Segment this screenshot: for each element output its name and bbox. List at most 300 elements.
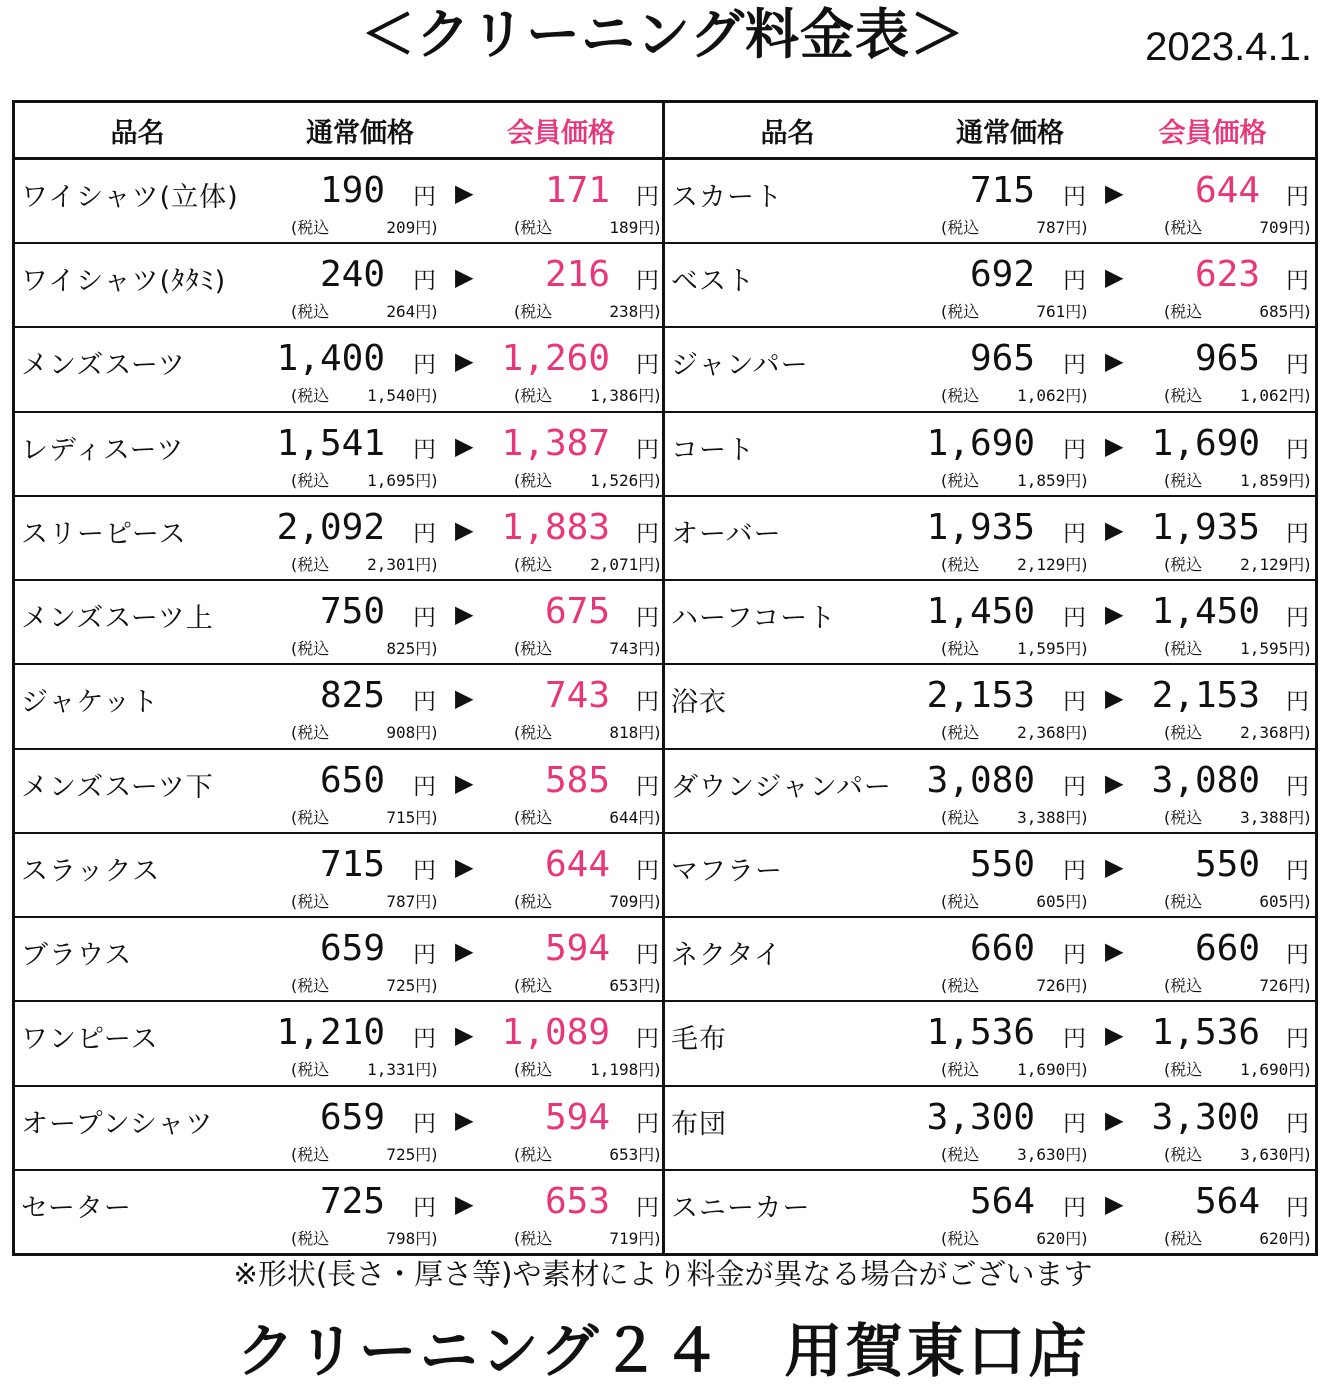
member-price-with-tax (1164, 386, 1311, 406)
tax-prefix: (税込 (291, 891, 330, 911)
tax-value: 798 (386, 1228, 416, 1248)
regular-price: 1,536 (926, 1012, 1035, 1054)
table-row (15, 665, 662, 749)
arrow-icon: ▶ (1105, 179, 1124, 207)
regular-price-with-tax (941, 386, 1088, 406)
tax-prefix: (税込 (1164, 218, 1203, 237)
price-table-right (665, 103, 1315, 1253)
yen-label: 円 (1063, 1110, 1086, 1137)
tax-prefix: (税込 (514, 639, 553, 659)
arrow-icon: ▶ (455, 600, 474, 629)
item-name: メンズスーツ (21, 350, 186, 382)
member-price-with-tax (514, 1229, 661, 1249)
table-row (15, 497, 662, 581)
regular-price-with-tax (941, 1060, 1088, 1080)
regular-price: 725 (319, 1180, 385, 1222)
member-price-with-tax (514, 639, 661, 659)
tax-suffix: 円) (415, 891, 438, 911)
yen-label: 円 (413, 436, 436, 463)
yen-label: 円 (413, 942, 436, 969)
member-price-with-tax (1164, 723, 1311, 743)
arrow-icon: ▶ (1105, 431, 1124, 460)
yen-label: 円 (1063, 352, 1086, 379)
tax-prefix: (税込 (941, 891, 980, 911)
member-price: 564 (1194, 1180, 1260, 1222)
arrow-icon: ▶ (455, 347, 474, 376)
member-price: 675 (544, 591, 610, 633)
tax-value: 238 (609, 302, 639, 322)
arrow-icon: ▶ (455, 263, 474, 292)
table-row (15, 1087, 662, 1171)
yen-label: 円 (1063, 520, 1086, 547)
yen-label: 円 (1286, 352, 1309, 379)
tax-prefix: (税込 (941, 302, 980, 322)
yen-label: 円 (636, 1110, 659, 1137)
regular-price: 3,080 (926, 759, 1035, 801)
tax-suffix: 円) (1065, 554, 1088, 574)
tax-suffix: 円) (638, 723, 661, 743)
regular-price-with-tax (941, 471, 1088, 491)
tax-prefix: (税込 (1164, 723, 1203, 743)
tax-suffix: 円) (638, 807, 661, 827)
tax-suffix: 円) (1288, 1060, 1311, 1080)
tax-prefix: (税込 (1164, 470, 1203, 490)
member-price-with-tax (1164, 892, 1311, 912)
tax-prefix: (税込 (941, 386, 980, 406)
tax-suffix: 円) (1288, 1228, 1311, 1248)
regular-price-with-tax (291, 723, 438, 743)
member-price-with-tax (514, 471, 661, 491)
regular-price: 660 (969, 928, 1035, 970)
price-table-left (15, 103, 665, 1253)
tax-value: 3,630 (1240, 1144, 1289, 1164)
member-price: 3,080 (1151, 759, 1260, 801)
regular-price: 965 (969, 338, 1035, 380)
member-price: 1,690 (1151, 422, 1260, 464)
tax-suffix: 円) (1065, 1228, 1088, 1248)
table-row (665, 750, 1315, 834)
tax-prefix: (税込 (941, 1144, 980, 1164)
regular-price: 650 (319, 759, 385, 801)
yen-label: 円 (636, 1194, 659, 1221)
yen-label: 円 (1286, 520, 1309, 547)
tax-prefix: (税込 (514, 1144, 553, 1164)
regular-price: 750 (319, 591, 385, 633)
tax-value: 709 (609, 891, 639, 911)
table-row (15, 750, 662, 834)
tax-value: 3,630 (1017, 1144, 1066, 1164)
item-name: オーバー (671, 518, 782, 550)
table-row (15, 834, 662, 918)
tax-prefix: (税込 (941, 1060, 980, 1080)
member-price: 623 (1194, 254, 1260, 296)
tax-suffix: 円) (1288, 723, 1311, 743)
tax-prefix: (税込 (291, 302, 330, 322)
regular-price-with-tax (941, 808, 1088, 828)
item-name: メンズスーツ下 (21, 771, 214, 803)
tax-suffix: 円) (638, 891, 661, 911)
table-row (15, 918, 662, 1002)
regular-price: 1,541 (276, 422, 385, 464)
arrow-icon: ▶ (455, 937, 474, 966)
arrow-icon: ▶ (455, 1105, 474, 1134)
member-price-with-tax (1164, 555, 1311, 575)
tax-value: 818 (609, 723, 639, 743)
tax-value: 1,859 (1017, 470, 1066, 490)
member-price: 216 (544, 254, 610, 296)
tax-suffix: 円) (1065, 1144, 1088, 1164)
tax-prefix: (税込 (1164, 976, 1203, 996)
member-price-with-tax (1164, 1145, 1311, 1165)
tax-suffix: 円) (1065, 470, 1088, 490)
regular-price-with-tax (291, 471, 438, 491)
tax-value: 908 (386, 723, 416, 743)
yen-label: 円 (413, 1194, 436, 1221)
yen-label: 円 (1063, 773, 1086, 800)
tax-suffix: 円) (638, 302, 661, 322)
yen-label: 円 (413, 1110, 436, 1137)
table-row (15, 1002, 662, 1086)
tax-value: 1,690 (1017, 1060, 1066, 1080)
right-rows (665, 160, 1315, 1253)
tax-prefix: (税込 (941, 723, 980, 743)
tax-value: 719 (609, 1228, 639, 1248)
yen-label: 円 (1286, 1110, 1309, 1137)
header-regular-price: 通常価格 (956, 117, 1064, 149)
tax-prefix: (税込 (941, 976, 980, 996)
regular-price: 659 (319, 928, 385, 970)
arrow-icon: ▶ (1105, 1189, 1124, 1218)
tax-prefix: (税込 (291, 218, 330, 237)
tax-suffix: 円) (415, 723, 438, 743)
regular-price-with-tax (941, 892, 1088, 912)
tax-suffix: 円) (1288, 554, 1311, 574)
tax-prefix: (税込 (291, 1228, 330, 1248)
tax-value: 715 (386, 807, 416, 827)
regular-price: 692 (969, 254, 1035, 296)
tax-suffix: 円) (1288, 470, 1311, 490)
member-price: 585 (544, 759, 610, 801)
regular-price-with-tax (291, 1229, 438, 1249)
member-price: 594 (544, 1096, 610, 1138)
tax-value: 653 (609, 1144, 639, 1164)
regular-price-with-tax (941, 976, 1088, 996)
regular-price-with-tax (941, 1229, 1088, 1249)
member-price: 644 (544, 843, 610, 885)
member-price-with-tax (1164, 639, 1311, 659)
tax-value: 1,062 (1240, 386, 1289, 406)
member-price-with-tax (514, 892, 661, 912)
regular-price: 1,450 (926, 591, 1035, 633)
yen-label: 円 (636, 857, 659, 884)
item-name: ブラウス (21, 940, 133, 972)
tax-prefix: (税込 (941, 554, 980, 574)
tax-prefix: (税込 (1164, 554, 1203, 574)
item-name: スカート (671, 182, 783, 213)
tax-suffix: 円) (638, 1144, 661, 1164)
regular-price-with-tax (291, 1060, 438, 1080)
tax-suffix: 円) (1065, 723, 1088, 743)
table-row (665, 834, 1315, 918)
regular-price: 2,092 (276, 506, 385, 548)
regular-price: 3,300 (926, 1096, 1035, 1138)
arrow-icon: ▶ (455, 852, 474, 881)
tax-value: 3,388 (1240, 807, 1289, 827)
item-name: マフラー (671, 855, 783, 887)
header-member-price: 会員価格 (1158, 117, 1267, 149)
tax-value: 726 (1259, 976, 1289, 996)
tax-suffix: 円) (638, 976, 661, 996)
yen-label: 円 (636, 436, 659, 463)
tax-value: 787 (386, 891, 416, 911)
item-name: ワイシャツ(ﾀﾀﾐ) (21, 266, 227, 298)
yen-label: 円 (1286, 857, 1309, 884)
member-price-with-tax (1164, 1060, 1311, 1080)
item-name: 毛布 (671, 1024, 727, 1056)
tax-prefix: (税込 (291, 723, 330, 743)
tax-suffix: 円) (415, 302, 438, 322)
item-name: スラックス (21, 855, 161, 887)
tax-value: 644 (609, 807, 639, 827)
item-name: ジャケット (21, 687, 160, 719)
member-price: 2,153 (1151, 675, 1260, 717)
tax-suffix: 円) (415, 554, 438, 574)
table-header (15, 103, 662, 160)
arrow-icon: ▶ (1105, 684, 1124, 713)
tax-prefix: (税込 (291, 976, 330, 996)
arrow-icon: ▶ (1105, 1021, 1124, 1050)
tax-value: 2,301 (367, 554, 416, 574)
tax-prefix: (税込 (941, 218, 980, 237)
tax-suffix: 円) (1288, 1144, 1311, 1164)
item-name: 布団 (671, 1108, 727, 1140)
tax-suffix: 円) (415, 1144, 438, 1164)
tax-value: 825 (386, 639, 416, 659)
tax-prefix: (税込 (514, 976, 553, 996)
yen-label: 円 (413, 1026, 436, 1053)
tax-suffix: 円) (1065, 639, 1088, 659)
regular-price: 1,210 (276, 1012, 385, 1054)
tax-suffix: 円) (1065, 807, 1088, 827)
member-price: 743 (544, 675, 610, 717)
table-row (665, 581, 1315, 665)
yen-label: 円 (1063, 857, 1086, 884)
tax-suffix: 円) (415, 639, 438, 659)
member-price: 644 (1194, 170, 1260, 211)
item-name: ワイシャツ(立体) (21, 182, 239, 213)
regular-price: 190 (319, 170, 385, 211)
tax-prefix: (税込 (514, 1228, 553, 1248)
tax-suffix: 円) (415, 1228, 438, 1248)
tax-prefix: (税込 (291, 807, 330, 827)
tax-suffix: 円) (1065, 386, 1088, 406)
tax-suffix: 円) (1288, 891, 1311, 911)
tax-value: 761 (1036, 302, 1066, 322)
tax-prefix: (税込 (1164, 1228, 1203, 1248)
yen-label: 円 (636, 689, 659, 716)
member-price-with-tax (514, 976, 661, 996)
tax-value: 2,129 (1240, 554, 1289, 574)
table-row (665, 1087, 1315, 1171)
tax-prefix: (税込 (514, 302, 553, 322)
regular-price-with-tax (291, 386, 438, 406)
tax-value: 605 (1259, 891, 1289, 911)
table-row (15, 1171, 662, 1253)
yen-label: 円 (1286, 605, 1309, 632)
yen-label: 円 (1063, 436, 1086, 463)
table-row (665, 328, 1315, 412)
tax-value: 3,388 (1017, 807, 1066, 827)
tax-suffix: 円) (1065, 976, 1088, 996)
regular-price: 715 (969, 170, 1035, 211)
tax-suffix: 円) (1288, 639, 1311, 659)
tax-prefix: (税込 (514, 723, 553, 743)
tax-suffix: 円) (638, 1228, 661, 1248)
yen-label: 円 (1063, 942, 1086, 969)
member-price-with-tax (514, 808, 661, 828)
tax-suffix: 円) (415, 218, 438, 237)
tax-value: 1,690 (1240, 1060, 1289, 1080)
member-price-with-tax (1164, 808, 1311, 828)
tax-suffix: 円) (638, 639, 661, 659)
table-row (15, 328, 662, 412)
arrow-icon: ▶ (455, 1189, 474, 1218)
tax-suffix: 円) (415, 386, 438, 406)
regular-price-with-tax (291, 218, 438, 238)
member-price-with-tax (1164, 471, 1311, 491)
regular-price-with-tax (941, 639, 1088, 659)
member-price-with-tax (1164, 1229, 1311, 1249)
member-price: 1,387 (501, 422, 610, 464)
regular-price: 825 (319, 675, 385, 717)
table-header (665, 103, 1315, 160)
regular-price-with-tax (941, 218, 1088, 238)
tax-prefix: (税込 (941, 807, 980, 827)
regular-price-with-tax (291, 555, 438, 575)
regular-price: 1,690 (926, 422, 1035, 464)
yen-label: 円 (1063, 689, 1086, 716)
member-price: 1,536 (1151, 1012, 1260, 1054)
member-price: 965 (1194, 338, 1260, 380)
tax-prefix: (税込 (941, 639, 980, 659)
tax-value: 189 (609, 218, 639, 237)
yen-label: 円 (1063, 268, 1086, 295)
member-price-with-tax (514, 555, 661, 575)
tax-prefix: (税込 (514, 807, 553, 827)
tax-value: 264 (386, 302, 416, 322)
yen-label: 円 (1063, 1194, 1086, 1221)
tax-prefix: (税込 (514, 891, 553, 911)
tax-suffix: 円) (1065, 302, 1088, 322)
regular-price-with-tax (941, 1145, 1088, 1165)
regular-price: 564 (969, 1180, 1035, 1222)
yen-label: 円 (1286, 689, 1309, 716)
regular-price: 2,153 (926, 675, 1035, 717)
tax-value: 1,595 (1240, 639, 1289, 659)
regular-price-with-tax (941, 302, 1088, 322)
arrow-icon: ▶ (455, 515, 474, 544)
member-price-with-tax (514, 1060, 661, 1080)
tax-suffix: 円) (1288, 386, 1311, 406)
tax-suffix: 円) (415, 1060, 438, 1080)
arrow-icon: ▶ (1105, 1105, 1124, 1134)
yen-label: 円 (636, 520, 659, 547)
member-price-with-tax (514, 723, 661, 743)
member-price: 1,450 (1151, 591, 1260, 633)
yen-label: 円 (1063, 605, 1086, 632)
tax-suffix: 円) (1065, 218, 1088, 237)
tax-suffix: 円) (638, 386, 661, 406)
yen-label: 円 (413, 605, 436, 632)
tax-value: 2,368 (1017, 723, 1066, 743)
arrow-icon: ▶ (1105, 600, 1124, 629)
yen-label: 円 (636, 352, 659, 379)
tax-value: 1,859 (1240, 470, 1289, 490)
table-row (665, 497, 1315, 581)
tax-prefix: (税込 (514, 386, 553, 406)
arrow-icon: ▶ (455, 1021, 474, 1050)
tax-value: 1,331 (367, 1060, 416, 1080)
item-name: ワンピース (21, 1024, 159, 1056)
tax-value: 725 (386, 976, 416, 996)
tax-suffix: 円) (1288, 976, 1311, 996)
tax-value: 725 (386, 1144, 416, 1164)
arrow-icon: ▶ (1105, 937, 1124, 966)
tax-suffix: 円) (1065, 1060, 1088, 1080)
tax-value: 1,595 (1017, 639, 1066, 659)
regular-price: 1,400 (276, 338, 385, 380)
member-price: 594 (544, 928, 610, 970)
tax-prefix: (税込 (1164, 386, 1203, 406)
header-member-price: 会員価格 (507, 117, 615, 149)
item-name: メンズスーツ上 (21, 603, 214, 635)
member-price: 171 (544, 170, 610, 211)
table-row (665, 918, 1315, 1002)
tax-prefix: (税込 (1164, 891, 1203, 911)
tax-suffix: 円) (1288, 218, 1311, 237)
tax-suffix: 円) (415, 807, 438, 827)
tax-suffix: 円) (638, 218, 661, 237)
arrow-icon: ▶ (1105, 347, 1124, 376)
tax-value: 1,540 (367, 386, 416, 406)
tax-suffix: 円) (1288, 302, 1311, 322)
tax-prefix: (税込 (291, 554, 330, 574)
member-price-with-tax (1164, 976, 1311, 996)
tax-prefix: (税込 (1164, 639, 1203, 659)
tax-value: 743 (609, 639, 639, 659)
member-price-with-tax (1164, 218, 1311, 238)
yen-label: 円 (413, 773, 436, 800)
tax-prefix: (税込 (941, 1228, 980, 1248)
member-price: 1,260 (501, 338, 610, 380)
tax-prefix: (税込 (1164, 302, 1203, 322)
yen-label: 円 (413, 268, 436, 295)
regular-price-with-tax (941, 723, 1088, 743)
yen-label: 円 (636, 942, 659, 969)
item-name: ベスト (671, 266, 755, 298)
tax-value: 620 (1259, 1228, 1289, 1248)
header-item-name: 品名 (760, 117, 815, 149)
regular-price-with-tax (291, 639, 438, 659)
arrow-icon: ▶ (1105, 515, 1124, 544)
yen-label: 円 (413, 184, 436, 210)
tax-suffix: 円) (1288, 807, 1311, 827)
regular-price-with-tax (291, 1145, 438, 1165)
table-row (665, 413, 1315, 497)
item-name: ハーフコート (671, 603, 837, 635)
item-name: スニーカー (671, 1192, 811, 1224)
yen-label: 円 (413, 689, 436, 716)
